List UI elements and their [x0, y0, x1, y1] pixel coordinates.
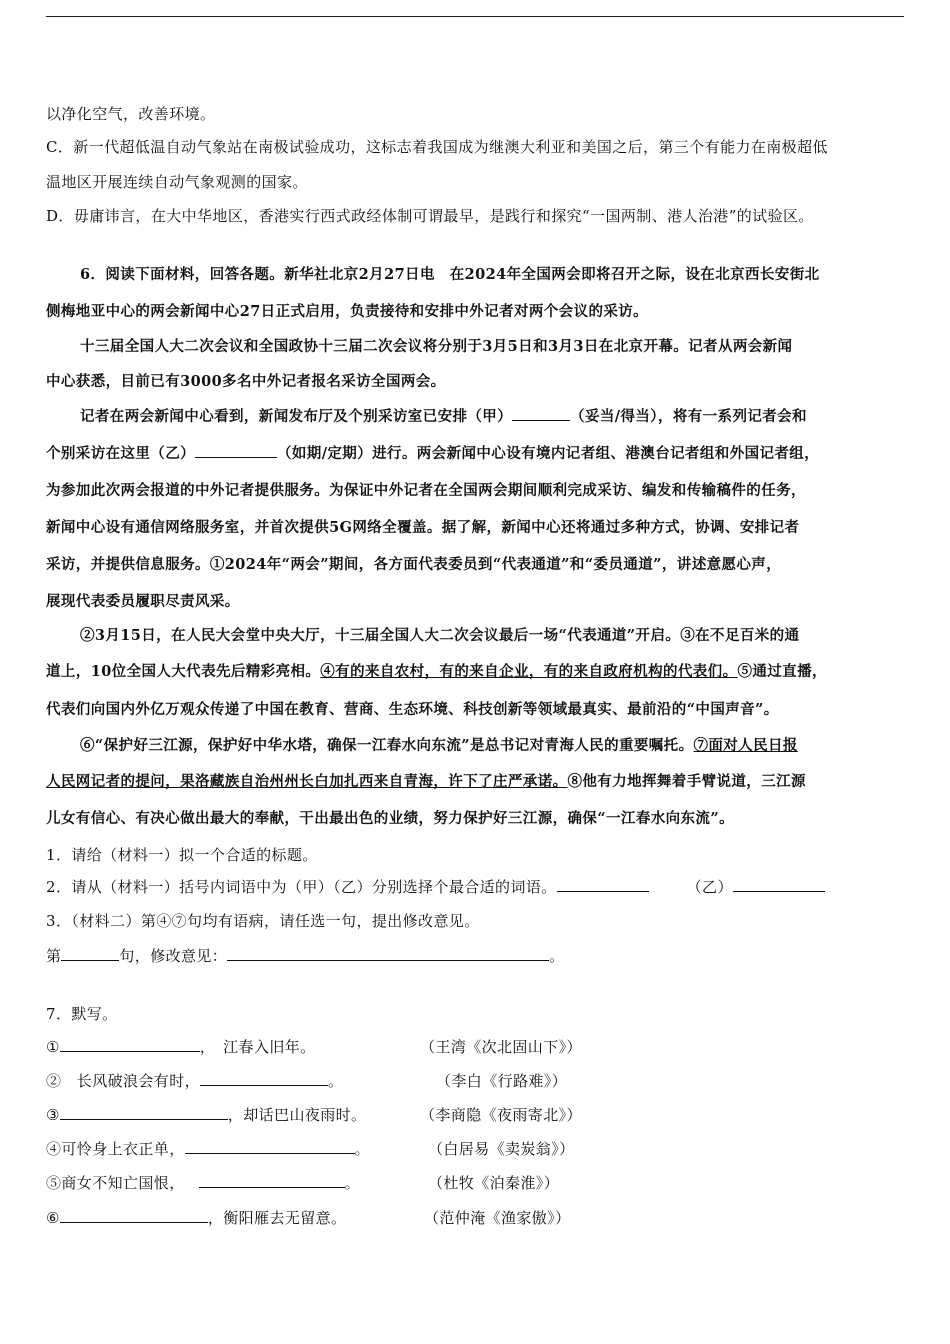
text-segment: 2．请从（材料一）括号内词语中为（甲）（乙）分别选择个最合适的词语。 [46, 878, 557, 896]
poem-source: （李白《行路难》） [436, 1072, 568, 1090]
q6-intro: 6．阅读下面材料，回答各题。新华社北京2月27日电 在2024年全国两会即将召开之际，设在北京西长安街北 [80, 266, 820, 283]
poem-source: （杜牧《泊秦淮》） [428, 1174, 560, 1192]
text-segment: ④可怜身上衣正单， [46, 1140, 185, 1158]
text-segment: ，衡阳雁去无留意。 [207, 1209, 347, 1227]
text-segment: 。 [549, 947, 565, 965]
revision-blank[interactable] [227, 946, 549, 961]
poem-blank[interactable] [60, 1037, 200, 1052]
poem-item [46, 1139, 908, 1159]
option-d: D．毋庸讳言，在大中华地区，香港实行西式政经体制可谓最早，是践行和探究“一国两制、港人治港”的试验区。 [46, 207, 814, 225]
text-segment: 。 [344, 1174, 361, 1192]
material-line: 为参加此次两会报道的中外记者提供服务。为保证中外记者在全国两会期间顺利完成采访、编发和传输稿件的任务， [46, 482, 806, 499]
text-segment: ⑧他有力地挥舞着手臂说道，三江源 [567, 773, 806, 790]
blank-jia[interactable] [512, 406, 570, 421]
material-line: 展现代表委员履职尽责风采。 [46, 593, 240, 610]
poem-item [46, 1173, 908, 1193]
text-segment: ， 江春入旧年。 [199, 1038, 316, 1056]
text-segment: 。 [328, 1072, 344, 1090]
poem-source: （李商隐《夜雨寄北》） [420, 1106, 582, 1124]
material-line: 新闻中心设有通信网络服务室，并首次提供5G网络全覆盖。据了解，新闻中心还将通过多种方式，协调、安排记者 [46, 519, 800, 536]
material-line [46, 772, 908, 792]
poem-item [46, 1037, 908, 1057]
q7-title: 7．默写。 [46, 1005, 118, 1023]
text-segment: 个别采访在这里（乙） [46, 445, 195, 462]
underlined-sentence-7-cont: 人民网记者的提问，果洛藏族自治州州长白加扎西来自青海，许下了庄严承诺。 [46, 773, 568, 790]
subquestion-2 [46, 877, 908, 897]
poem-blank[interactable] [199, 1173, 345, 1188]
poem-source: （范仲淹《渔家傲》） [424, 1209, 571, 1227]
material-paragraph: ②3月15日，在人民大会堂中央大厅，十三届全国人大二次会议最后一场“代表通道”开启。③在不足百米的通 [80, 627, 800, 644]
text-segment: 第 [46, 947, 62, 965]
material-line: 采访，并提供信息服务。①2024年“两会”期间，各方面代表委员到“代表通道”和“委员通道”，讲述意愿心声， [46, 556, 782, 573]
text-segment: ⑥“保护好三江源，保护好中华水塔，确保一江春水向东流”是总书记对青海人民的重要嘱托。 [80, 737, 694, 754]
poem-blank[interactable] [200, 1071, 328, 1086]
answer-blank-yi[interactable] [733, 877, 825, 892]
text-segment: ⑤商女不知亡国恨， [46, 1174, 185, 1192]
poem-source: （王湾《次北固山下》） [420, 1038, 582, 1056]
text-segment: ① [46, 1038, 60, 1056]
q6-intro-cont: 侧梅地亚中心的两会新闻中心27日正式启用，负责接待和安排中外记者对两个会议的采访。 [46, 303, 649, 320]
sentence-number-blank[interactable] [61, 946, 119, 961]
text-segment: ⑤通过直播， [737, 663, 827, 680]
material-line [46, 662, 908, 682]
text-segment: ⑥ [46, 1209, 60, 1227]
material-paragraph [80, 736, 942, 756]
text-segment: 。 [354, 1140, 371, 1158]
material-line: 代表们向国内外亿万观众传递了中国在教育、营商、生态环境、科技创新等领域最真实、最前沿的“中国声音”。 [46, 701, 779, 718]
option-text: 以净化空气，改善环境。 [46, 105, 216, 123]
underlined-sentence-4: ④有的来自农村，有的来自企业，有的来自政府机构的代表们。 [320, 663, 738, 680]
text-segment: （妥当/得当），将有一系列记者会和 [570, 408, 807, 425]
subquestion-1: 1．请给（材料一）拟一个合适的标题。 [46, 846, 318, 864]
material-paragraph-cont: 中心获悉，目前已有3000多名中外记者报名采访全国两会。 [46, 373, 446, 390]
poem-blank[interactable] [185, 1139, 355, 1154]
subquestion-3-fill [46, 946, 908, 966]
option-c: C．新一代超低温自动气象站在南极试验成功，这标志着我国成为继澳大利亚和美国之后，第三个有能力在南极超低 [46, 138, 828, 156]
material-paragraph: 十三届全国人大二次会议和全国政协十三届二次会议将分别于3月5日和3月3日在北京开幕。记者从两会新闻 [80, 338, 793, 355]
text-segment: ③ [46, 1106, 60, 1124]
text-segment: 句，修改意见： [119, 947, 228, 965]
poem-blank[interactable] [60, 1105, 228, 1120]
text-segment: （如期/定期）进行。两会新闻中心设有境内记者组、港澳台记者组和外国记者组， [277, 445, 820, 462]
text-segment: ，却话巴山夜雨时。 [227, 1106, 367, 1124]
text-segment: （乙） [686, 878, 733, 896]
text-segment: 道上，10位全国人大代表先后精彩亮相。 [46, 663, 321, 680]
text-segment: 记者在两会新闻中心看到，新闻发布厅及个别采访室已安排（甲） [80, 408, 513, 425]
material-line: 儿女有信心、有决心做出最大的奉献，干出最出色的业绩，努力保护好三江源，确保“一江春水向东流”。 [46, 810, 734, 827]
option-c-cont: 温地区开展连续自动气象观测的国家。 [46, 173, 308, 191]
poem-source: （白居易《卖炭翁》） [428, 1140, 575, 1158]
underlined-sentence-7: ⑦面对人民日报 [693, 737, 798, 754]
material-line [46, 443, 908, 464]
poem-blank[interactable] [60, 1208, 208, 1223]
text-segment: ② 长风破浪会有时， [46, 1072, 201, 1090]
poem-item [46, 1071, 908, 1091]
answer-blank-jia[interactable] [557, 877, 649, 892]
poem-item [46, 1208, 908, 1228]
material-paragraph [80, 406, 942, 427]
header-rule [46, 16, 904, 17]
subquestion-3: 3．（材料二）第④⑦句均有语病，请任选一句，提出修改意见。 [46, 912, 480, 930]
blank-yi[interactable] [195, 443, 277, 458]
poem-item [46, 1105, 908, 1125]
